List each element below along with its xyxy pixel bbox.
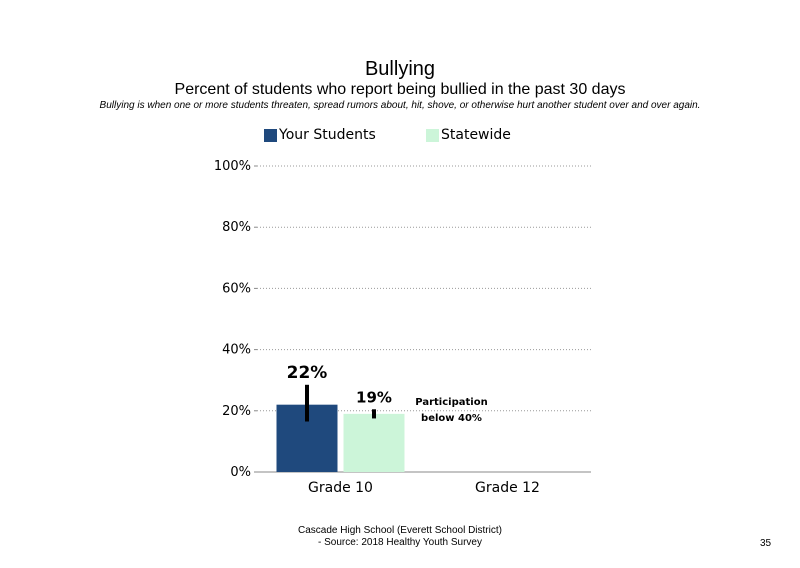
footer-school: Cascade High School (Everett School District) bbox=[298, 525, 502, 536]
y-tick-label: 40% bbox=[222, 342, 251, 358]
y-tick-label: 60% bbox=[222, 281, 251, 297]
annotation-line2: below 40% bbox=[421, 413, 482, 424]
page-number: 35 bbox=[760, 538, 772, 549]
chart-definition-note: Bullying is when one or more students threaten, spread rumors about, hit, shove, or otherwise hurt another student over and over again. bbox=[99, 100, 701, 111]
y-tick-label: 100% bbox=[213, 159, 251, 174]
legend-label-statewide: Statewide bbox=[441, 127, 511, 143]
y-tick-label: 80% bbox=[222, 220, 251, 236]
data-label: 22% bbox=[286, 362, 328, 383]
y-tick-label: 20% bbox=[222, 403, 251, 419]
chart-subtitle: Percent of students who report being bullied in the past 30 days bbox=[174, 81, 626, 98]
legend-label-your-students: Your Students bbox=[279, 127, 376, 143]
bar-1-0 bbox=[344, 414, 405, 472]
y-tick-label: 0% bbox=[230, 465, 251, 480]
x-tick-label: Grade 12 bbox=[475, 480, 540, 496]
footer-survey-source: - Source: 2018 Healthy Youth Survey bbox=[318, 537, 482, 548]
data-label: 19% bbox=[356, 388, 392, 407]
x-tick-label: Grade 10 bbox=[308, 480, 373, 496]
annotation-line1: Participation bbox=[415, 397, 488, 408]
footer-source bbox=[200, 525, 600, 549]
chart-title: Bullying bbox=[364, 58, 436, 80]
